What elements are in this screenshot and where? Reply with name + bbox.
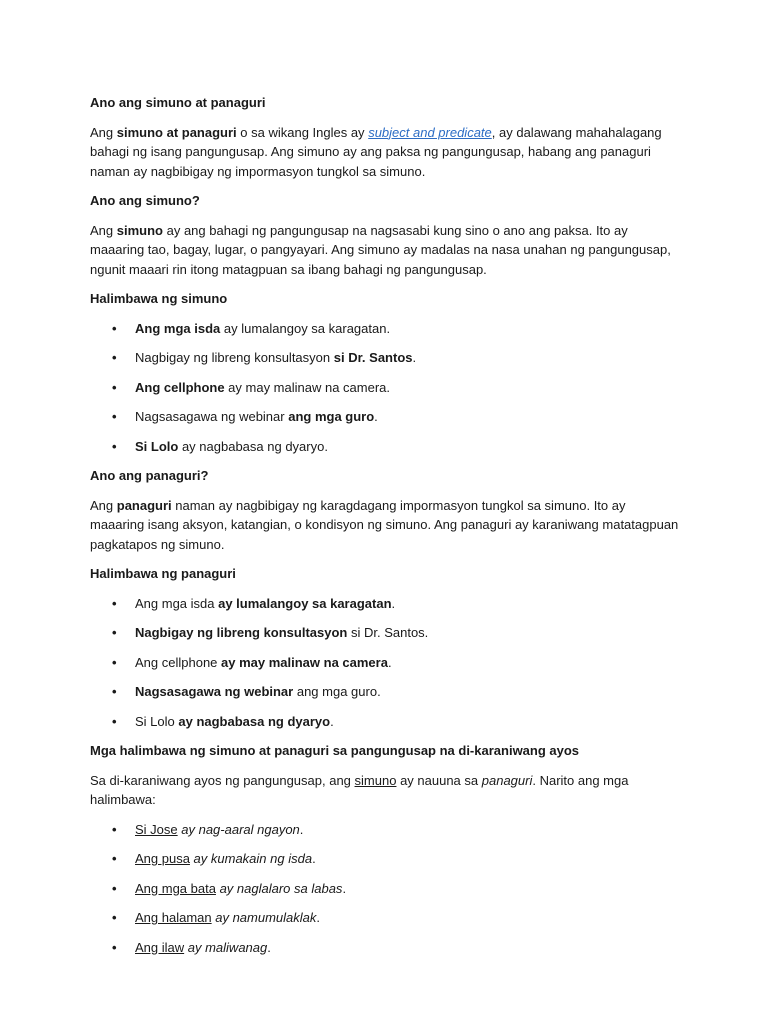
list-item	[90, 348, 680, 368]
paragraph-simuno	[90, 221, 680, 280]
text: Nagbigay ng libreng konsultasyon	[135, 350, 334, 365]
text: Sa di-karaniwang ayos ng pangungusap, ang	[90, 772, 355, 788]
paragraph-intro	[90, 123, 680, 182]
text: .	[412, 350, 417, 365]
text: .	[267, 939, 271, 955]
text: Ang	[90, 124, 117, 140]
text: .	[342, 880, 347, 896]
bold-term: simuno at panaguri	[116, 124, 237, 140]
text: ay may malinaw na camera.	[224, 379, 391, 395]
text: .	[391, 595, 396, 611]
heading-halimbawa-simuno: Halimbawa ng simuno	[90, 291, 228, 306]
list-item	[90, 849, 680, 869]
list-item	[90, 908, 680, 928]
text: ang mga guro.	[293, 684, 381, 699]
bold-part: Nagbigay ng libreng konsultasyon	[135, 625, 348, 640]
text: o sa wikang Ingles ay	[236, 124, 369, 140]
list-panaguri-examples	[90, 594, 680, 732]
list-item	[90, 594, 680, 614]
bold-part: ay lumalangoy sa karagatan	[218, 595, 392, 611]
italic-part: ay naglalaro sa labas	[215, 880, 343, 896]
list-item	[90, 623, 680, 643]
italic-term: panaguri	[481, 772, 533, 788]
heading-panaguri: Ano ang panaguri?	[90, 468, 209, 483]
heading-simuno: Ano ang simuno?	[90, 193, 200, 208]
bold-term: panaguri	[116, 497, 172, 513]
italic-part: ay maliwanag	[184, 939, 268, 955]
text: .	[299, 821, 304, 837]
text: .	[387, 654, 392, 670]
text: .	[316, 910, 321, 925]
text: Ang	[90, 222, 117, 238]
underlined-part: Ang pusa	[135, 851, 190, 866]
bold-part: Si Lolo	[135, 438, 179, 454]
italic-part: ay kumakain ng isda	[189, 851, 313, 866]
text: .	[374, 409, 378, 424]
paragraph-di-karaniwang-ayos	[90, 771, 680, 810]
italic-part: ay nag-aaral ngayon	[177, 821, 300, 837]
list-item	[90, 938, 680, 958]
heading-halimbawa-panaguri: Halimbawa ng panaguri	[90, 566, 236, 581]
underlined-part: Ang halaman	[135, 910, 212, 925]
list-item	[90, 653, 680, 673]
document-body	[90, 93, 680, 967]
list-item	[90, 879, 680, 899]
subject-predicate-link[interactable]: subject and predicate	[368, 124, 492, 140]
heading-di-karaniwang-ayos: Mga halimbawa ng simuno at panaguri sa pangungusap na di-karaniwang ayos	[90, 743, 580, 758]
bold-part: ay may malinaw na camera	[221, 654, 388, 670]
bold-part: Ang cellphone	[135, 379, 225, 395]
text: .	[312, 851, 316, 866]
underlined-part: Ang ilaw	[135, 939, 185, 955]
text: naman ay nagbibigay ng karagdagang impormasyon tungkol sa simuno. Ito ay maaaring isang aksyon, katangian, o kondisyon ng simuno. Ang panaguri ay karaniwang matatagpuan pagkatapos ng simuno.	[90, 497, 679, 552]
text: Ang mga isda	[135, 595, 219, 611]
list-di-karaniwang-examples	[90, 820, 680, 958]
list-simuno-examples	[90, 319, 680, 457]
list-item	[90, 319, 680, 339]
underlined-part: Ang mga bata	[135, 880, 216, 896]
list-item	[90, 437, 680, 457]
italic-part: ay namumulaklak	[211, 910, 317, 925]
list-item	[90, 407, 680, 427]
text: , ay dalawang mahahalagang bahagi ng isang pangungusap. Ang simuno ay ang paksa ng pangungusap, habang ang panaguri naman ay nagbibigay ng impormasyon tungkol sa simuno.	[90, 124, 662, 179]
bold-part: ang mga guro	[288, 409, 375, 424]
list-item	[90, 820, 680, 840]
text: ay nagbabasa ng dyaryo.	[178, 438, 328, 454]
bold-part: Ang mga isda	[135, 320, 221, 336]
text: Ang cellphone	[135, 654, 222, 670]
bold-part: ay nagbabasa ng dyaryo	[178, 713, 331, 729]
list-item	[90, 712, 680, 732]
text: si Dr. Santos.	[347, 625, 429, 640]
text: ay ang bahagi ng pangungusap na nagsasabi kung sino o ano ang paksa. Ito ay maaaring tao, bagay, lugar, o pangyayari. Ang simuno ay madalas na nasa unahan ng pangungusap, ngunit maaari rin itong matagpuan sa ibang bahagi ng pangungusap.	[90, 222, 671, 277]
text: ay nauuna sa	[396, 772, 482, 788]
text: Nagsasagawa ng webinar	[135, 409, 289, 424]
list-item	[90, 682, 680, 702]
text: Si Lolo	[135, 713, 179, 729]
text: ay lumalangoy sa karagatan.	[220, 320, 391, 336]
bold-part: si Dr. Santos	[333, 350, 413, 365]
bold-part: Nagsasagawa ng webinar	[135, 684, 294, 699]
underlined-part: Si Jose	[135, 821, 178, 837]
text: . Narito ang mga halimbawa:	[90, 772, 629, 807]
text: Ang	[90, 497, 117, 513]
heading-intro: Ano ang simuno at panaguri	[90, 95, 266, 110]
bold-term: simuno	[116, 222, 163, 238]
underlined-term: simuno	[354, 772, 397, 788]
text: .	[330, 713, 334, 729]
list-item	[90, 378, 680, 398]
paragraph-panaguri	[90, 496, 680, 555]
